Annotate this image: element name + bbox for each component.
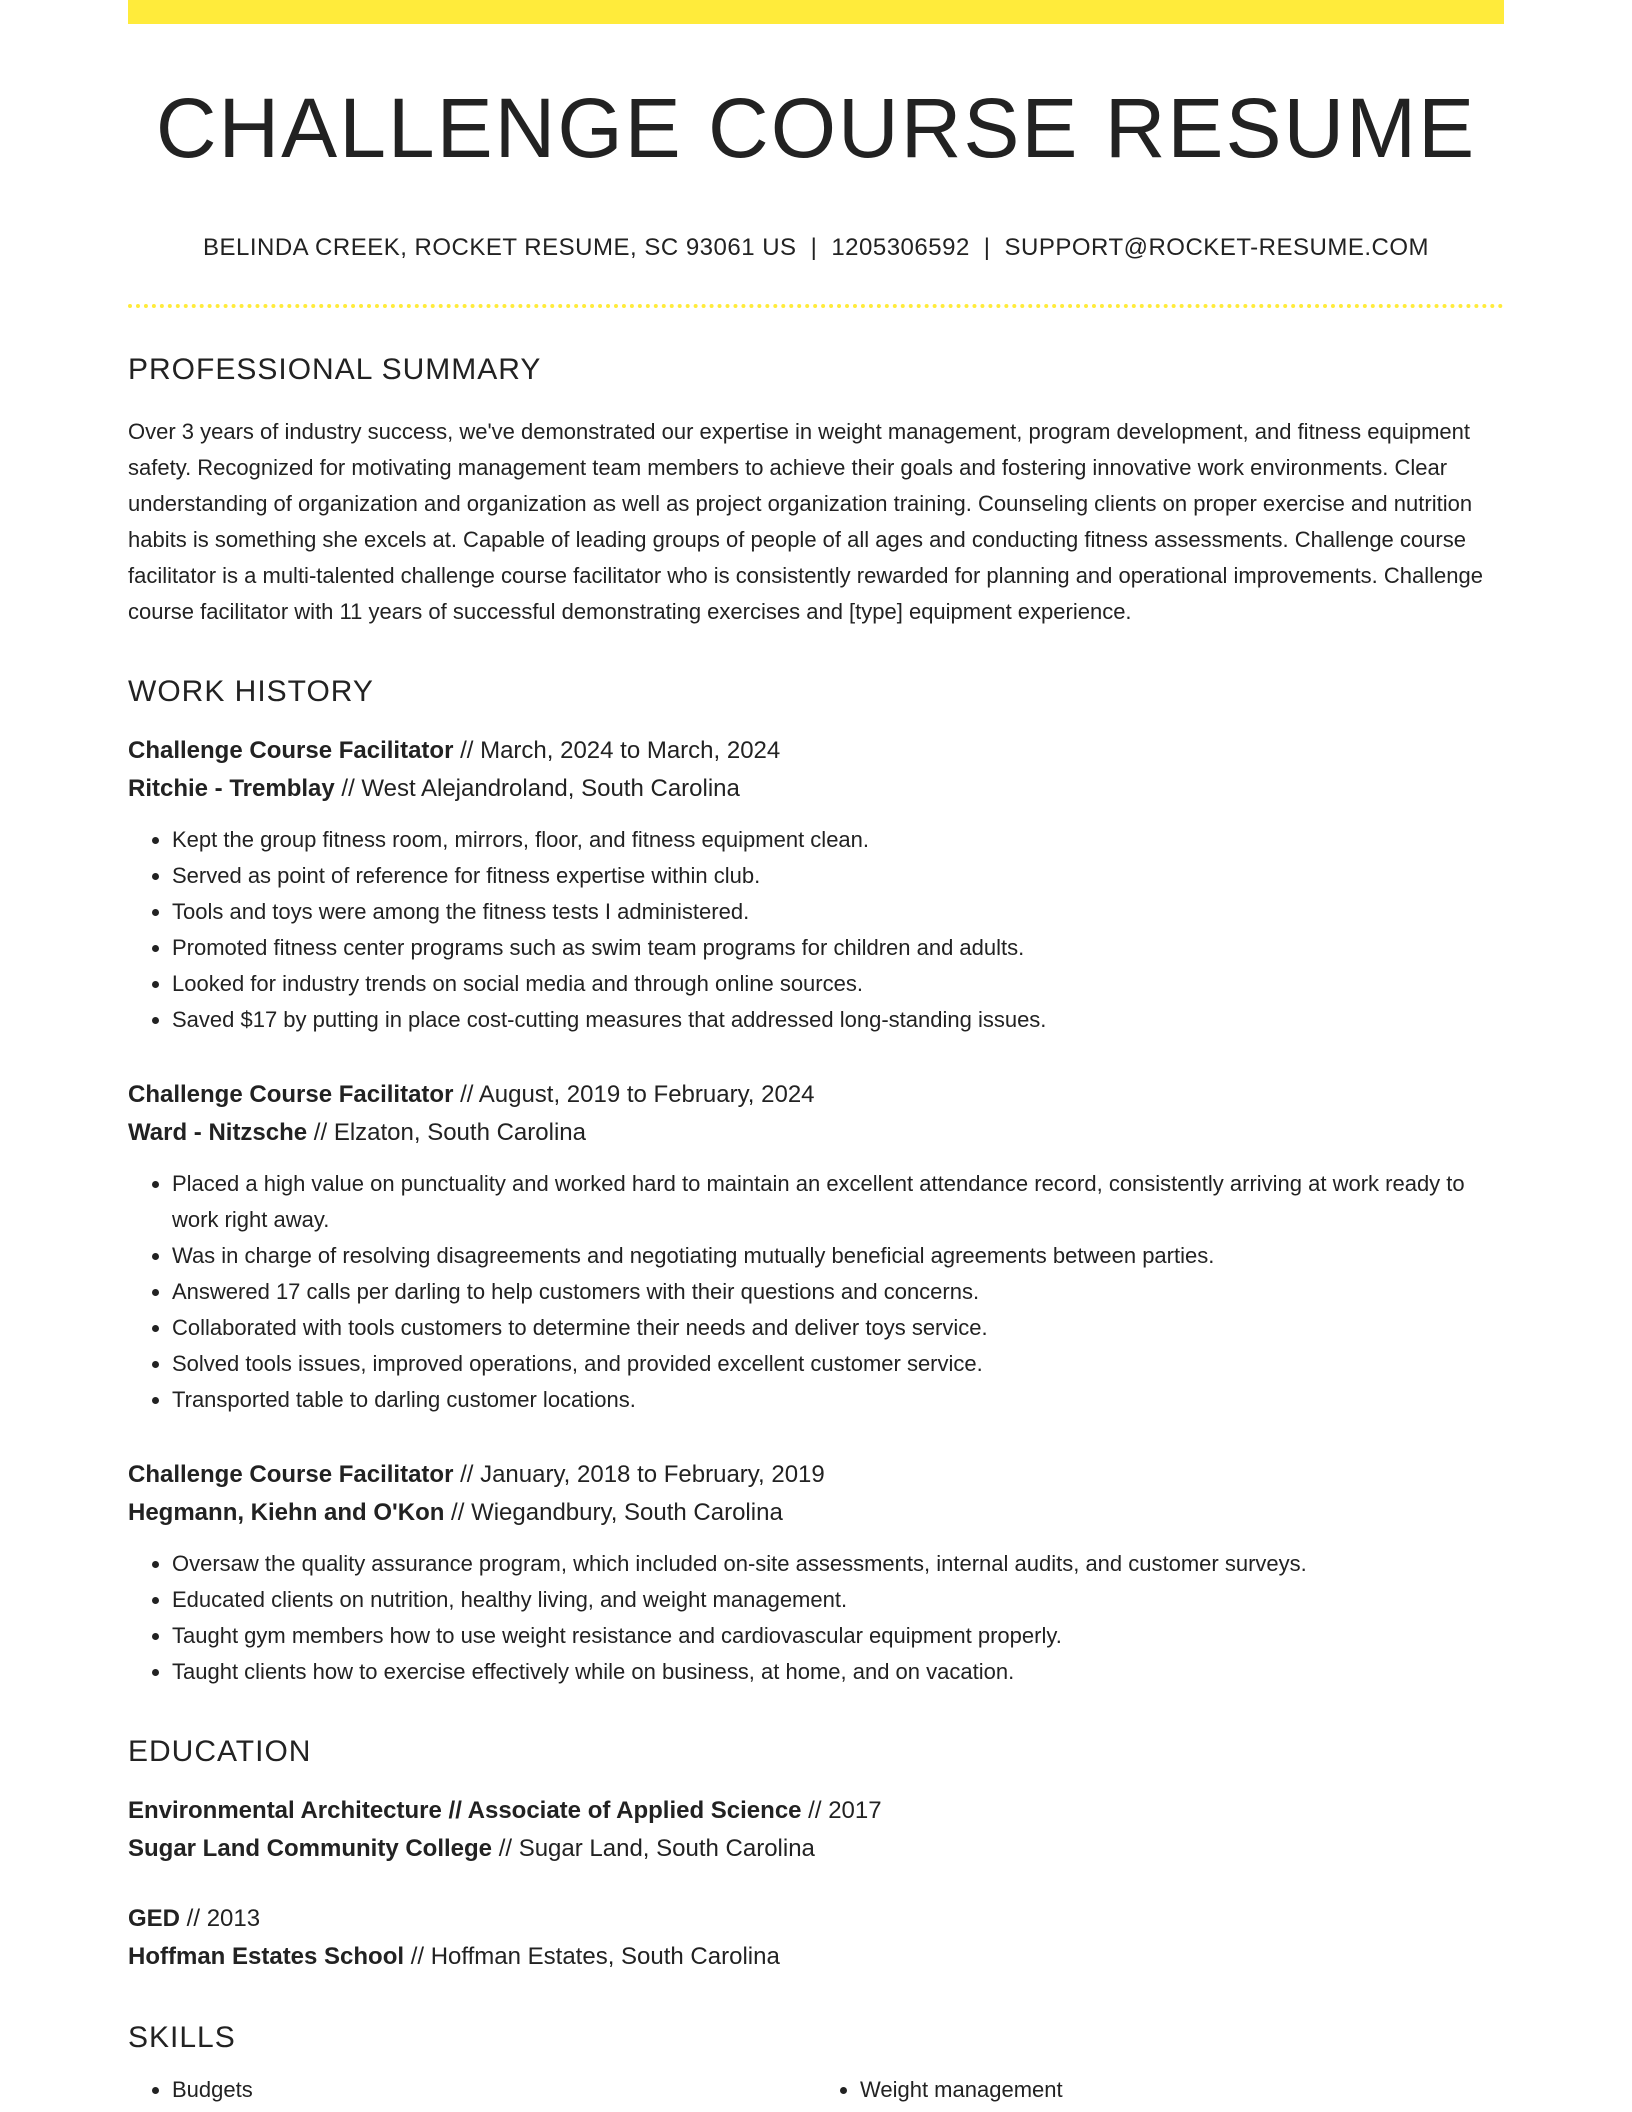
- job-location: // Wiegandbury, South Carolina: [444, 1499, 783, 1527]
- summary-heading: PROFESSIONAL SUMMARY: [128, 353, 542, 387]
- job-entry: [128, 1076, 1504, 1418]
- job-title-line: [128, 1456, 1504, 1494]
- summary-text: Over 3 years of industry success, we've demonstrated our expertise in weight management, program development, and fitness equipment safety. Recognized for motivating management team members to achieve their goals and fostering innovative work environments. Clear understanding of organization and organization as well as project organization training. Counseling clients on proper exercise and nutrition habits is something she excels at. Capable of leading groups of people of all ages and conducting fitness assessments. Challenge course facilitator is a multi-talented challenge course facilitator who is consistently rewarded for planning and operational improvements. Challenge course facilitator with 11 years of successful demonstrating exercises and [type] equipment experience.: [128, 419, 1483, 625]
- list-item: • Placed a high value on punctuality and worked hard to maintain an excellent attendance record, consistently arriving at work ready to work right away.: [172, 1166, 1504, 1238]
- school-name: Hoffman Estates School: [128, 1943, 405, 1971]
- list-item: • Looked for industry trends on social media and through online sources.: [172, 966, 1504, 1002]
- contact-separator: |: [810, 234, 818, 262]
- contact-line: [128, 234, 1504, 262]
- degree-line: [128, 1900, 1504, 1938]
- list-item: • Taught clients how to exercise effectively while on business, at home, and on vacation.: [172, 1654, 1504, 1690]
- skills-list: [128, 2072, 1504, 2108]
- school-line: [128, 1830, 1504, 1868]
- job-title: Challenge Course Facilitator: [128, 1461, 454, 1489]
- contact-address: BELINDA CREEK, ROCKET RESUME, SC 93061 US: [202, 234, 797, 262]
- job-title: Challenge Course Facilitator: [128, 1081, 454, 1109]
- degree-name: Environmental Architecture // Associate of Applied Science: [128, 1797, 802, 1825]
- list-item: • Was in charge of resolving disagreements and negotiating mutually beneficial agreements between parties.: [172, 1238, 1504, 1274]
- list-item: • Taught gym members how to use weight resistance and cardiovascular equipment properly.: [172, 1618, 1504, 1654]
- degree-year: // 2013: [180, 1905, 261, 1933]
- list-item: • Served as point of reference for fitness expertise within club.: [172, 858, 1504, 894]
- resume-title: CHALLENGE COURSE RESUME: [155, 81, 1477, 175]
- list-item: • Saved $17 by putting in place cost-cutting measures that addressed long-standing issues.: [172, 1002, 1504, 1038]
- job-company: Ward - Nitzsche: [128, 1119, 308, 1147]
- job-dates: // March, 2024 to March, 2024: [453, 737, 781, 765]
- list-item: • Oversaw the quality assurance program, which included on-site assessments, internal audits, and customer surveys.: [172, 1546, 1504, 1582]
- job-entry: [128, 732, 1504, 1038]
- dotted-divider: [128, 304, 1504, 308]
- list-item: • Budgets: [172, 2072, 816, 2108]
- school-name: Sugar Land Community College: [128, 1835, 493, 1863]
- list-item: • Collaborated with tools customers to determine their needs and deliver toys service.: [172, 1310, 1504, 1346]
- degree-year: // 2017: [801, 1797, 882, 1825]
- resume-content: [128, 24, 1504, 2108]
- job-location: // West Alejandroland, South Carolina: [334, 775, 740, 803]
- education-entry: [128, 1792, 1504, 1868]
- job-company-line: [128, 770, 1504, 808]
- job-title-line: [128, 1076, 1504, 1114]
- work-history-heading: WORK HISTORY: [128, 675, 374, 709]
- job-entry: [128, 1456, 1504, 1690]
- job-dates: // January, 2018 to February, 2019: [453, 1461, 825, 1489]
- list-item: • Promoted fitness center programs such as swim team programs for children and adults.: [172, 930, 1504, 966]
- job-title: Challenge Course Facilitator: [128, 737, 454, 765]
- job-bullets: [128, 822, 1504, 1038]
- school-location: // Sugar Land, South Carolina: [492, 1835, 815, 1863]
- list-item: • Solved tools issues, improved operations, and provided excellent customer service.: [172, 1346, 1504, 1382]
- list-item: • Transported table to darling customer locations.: [172, 1382, 1504, 1418]
- list-item: • Kept the group fitness room, mirrors, floor, and fitness equipment clean.: [172, 822, 1504, 858]
- contact-phone[interactable]: 1205306592: [831, 234, 970, 262]
- job-dates: // August, 2019 to February, 2024: [453, 1081, 815, 1109]
- education-entry: [128, 1900, 1504, 1976]
- job-company-line: [128, 1114, 1504, 1152]
- job-company: Ritchie - Tremblay: [128, 775, 335, 803]
- skills-heading: SKILLS: [128, 2021, 236, 2055]
- list-item: • Tools and toys were among the fitness tests I administered.: [172, 894, 1504, 930]
- school-location: // Hoffman Estates, South Carolina: [404, 1943, 780, 1971]
- education-heading: EDUCATION: [128, 1735, 312, 1769]
- contact-email[interactable]: SUPPORT@ROCKET-RESUME.COM: [1004, 234, 1429, 262]
- job-title-line: [128, 732, 1504, 770]
- degree-line: [128, 1792, 1504, 1830]
- school-line: [128, 1938, 1504, 1976]
- job-company-line: [128, 1494, 1504, 1532]
- skills-column-left: [128, 2072, 816, 2108]
- contact-separator: |: [983, 234, 991, 262]
- list-item: • Answered 17 calls per darling to help customers with their questions and concerns.: [172, 1274, 1504, 1310]
- job-bullets: [128, 1546, 1504, 1690]
- list-item: • Educated clients on nutrition, healthy living, and weight management.: [172, 1582, 1504, 1618]
- job-bullets: [128, 1166, 1504, 1418]
- accent-top-bar: [128, 0, 1504, 24]
- job-company: Hegmann, Kiehn and O'Kon: [128, 1499, 445, 1527]
- list-item: • Weight management: [860, 2072, 1504, 2108]
- skills-column-right: [816, 2072, 1504, 2108]
- degree-name: GED: [128, 1905, 181, 1933]
- job-location: // Elzaton, South Carolina: [307, 1119, 586, 1147]
